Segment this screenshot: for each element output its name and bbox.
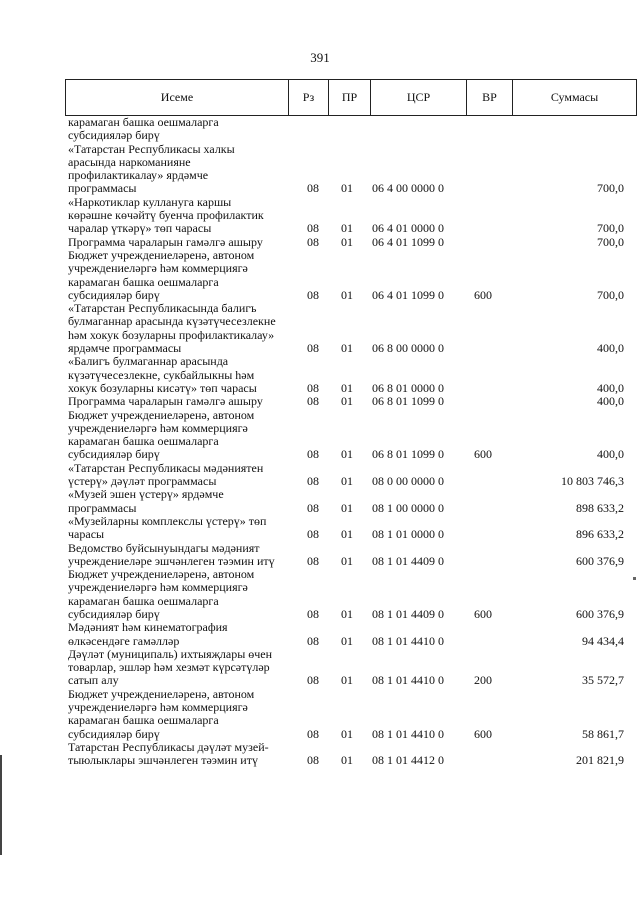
row-name-line: учреждениеләргә һәм коммерциягә (68, 420, 248, 435)
table-row (0, 395, 640, 408)
row-name (68, 143, 286, 196)
row-name-line: тыюлыклары эшчәнлеген тәэмин итү (68, 753, 258, 768)
row-name (68, 409, 286, 462)
scan-edge-mark (0, 755, 2, 855)
row-sum: 94 434,4 (582, 633, 624, 648)
row-name (68, 741, 286, 768)
row-sum: 400,0 (597, 394, 624, 409)
row-sum: 896 633,2 (576, 527, 624, 542)
row-csr: 08 1 01 4410 0 (372, 726, 444, 741)
row-vr: 600 (474, 447, 492, 462)
row-name (68, 116, 286, 143)
row-name (68, 515, 286, 542)
header-csr: ЦСР (371, 80, 467, 115)
row-vr: 200 (474, 673, 492, 688)
row-name-line: сатып алу (68, 673, 119, 688)
table-row (0, 462, 640, 489)
row-sum: 898 633,2 (576, 500, 624, 515)
table-row (0, 568, 640, 621)
row-name-line: профилактикалау» ярдәмче (68, 168, 209, 183)
row-name-line: Бюджет учреждениеләренә, автоном (68, 407, 255, 422)
row-sum: 700,0 (597, 234, 624, 249)
row-name-line: «Татарстан Республикасы халкы (68, 141, 235, 156)
table-body (0, 116, 640, 768)
row-name-line: учреждениеләргә һәм коммерциягә (68, 700, 248, 715)
row-csr: 06 8 00 0000 0 (372, 341, 444, 356)
row-rz: 08 (307, 553, 319, 568)
row-rz: 08 (307, 380, 319, 395)
row-rz: 08 (307, 394, 319, 409)
row-pr: 01 (341, 234, 353, 249)
table-row (0, 143, 640, 196)
table-row (0, 542, 640, 569)
row-rz: 08 (307, 474, 319, 489)
row-name-line: субсидияләр бирү (68, 447, 160, 462)
row-name-line: субсидияләр бирү (68, 287, 160, 302)
row-name-line: арасында наркоманияне (68, 154, 191, 169)
row-vr: 600 (474, 606, 492, 621)
row-sum: 600 376,9 (576, 553, 624, 568)
row-name-line: Бюджет учреждениеләренә, автоном (68, 686, 255, 701)
row-name-line: күзәтүчесезлекне, сукбайлыкны һәм (68, 367, 255, 382)
row-csr: 06 4 01 1099 0 (372, 234, 444, 249)
row-pr: 01 (341, 394, 353, 409)
table-row (0, 302, 640, 355)
row-name-line: «Татарстан Республикасы мәдәниятен (68, 460, 264, 475)
row-pr: 01 (341, 474, 353, 489)
row-sum: 700,0 (597, 221, 624, 236)
table-row (0, 621, 640, 648)
row-pr: 01 (341, 447, 353, 462)
row-name (68, 568, 286, 621)
scan-dot (633, 577, 636, 580)
row-name-line: көрәшне көчәйтү буенча профилактик (68, 208, 264, 223)
row-name-line: «Музейларны комплекслы үстерү» төп (68, 513, 267, 528)
row-pr: 01 (341, 527, 353, 542)
row-name (68, 688, 286, 741)
row-name-line: Программа чараларын гамәлгә ашыру (68, 234, 263, 249)
table-row (0, 488, 640, 515)
row-sum: 35 572,7 (582, 673, 624, 688)
row-name-line: «Балигъ булмаганнар арасында (68, 354, 229, 369)
row-vr: 600 (474, 287, 492, 302)
row-name-line: учреждениеләргә һәм коммерциягә (68, 261, 248, 276)
row-name (68, 488, 286, 515)
row-name-line: товарлар, эшләр һәм хезмәт күрсәтүләр (68, 660, 270, 675)
table-row (0, 409, 640, 462)
row-pr: 01 (341, 553, 353, 568)
row-name-line: «Музей эшен үстерү» ярдәмче (68, 487, 224, 502)
row-rz: 08 (307, 633, 319, 648)
row-rz: 08 (307, 447, 319, 462)
table-row (0, 355, 640, 395)
table-row (0, 196, 640, 236)
row-csr: 08 1 01 4410 0 (372, 673, 444, 688)
row-sum: 201 821,9 (576, 753, 624, 768)
row-name-line: субсидияләр бирү (68, 128, 160, 143)
row-name-line: карамаган башка оешмаларга (68, 593, 219, 608)
row-csr: 08 1 01 0000 0 (372, 527, 444, 542)
row-sum: 400,0 (597, 447, 624, 462)
row-rz: 08 (307, 287, 319, 302)
row-name (68, 542, 286, 569)
row-pr: 01 (341, 181, 353, 196)
row-csr: 08 0 00 0000 0 (372, 474, 444, 489)
row-name (68, 355, 286, 395)
header-sum: Суммасы (550, 90, 599, 104)
table-row (0, 515, 640, 542)
row-name-line: Татарстан Республикасы дәүләт музей- (68, 739, 269, 754)
row-name-line: карамаган башка оешмаларга (68, 115, 219, 129)
table-row (0, 116, 640, 143)
row-name (68, 648, 286, 688)
row-pr: 01 (341, 341, 353, 356)
row-sum: 10 803 746,3 (561, 474, 624, 489)
row-name-line: «Наркотиклар кулланугa каршы (68, 194, 232, 209)
row-sum: 400,0 (597, 341, 624, 356)
row-csr: 06 4 00 0000 0 (372, 181, 444, 196)
row-rz: 08 (307, 181, 319, 196)
row-name-line: өлкәсендәге гамәлләр (68, 633, 180, 648)
row-csr: 06 8 01 0000 0 (372, 380, 444, 395)
row-sum: 700,0 (597, 287, 624, 302)
row-pr: 01 (341, 287, 353, 302)
header-pr: ПР (329, 80, 371, 115)
row-sum: 600 376,9 (576, 606, 624, 621)
row-name-line: Дәүләт (муниципаль) ихтыяҗлары өчен (68, 646, 273, 661)
row-name (68, 395, 286, 408)
row-pr: 01 (341, 221, 353, 236)
row-name-line: хокук бозуларны кисәтү» төп чарасы (68, 380, 257, 395)
row-csr: 06 4 01 0000 0 (372, 221, 444, 236)
row-name-line: булмаганнар арасында күзәтүчесезлекне (68, 314, 276, 329)
row-name-line: һәм хокук бозуларны профилактикалау» (68, 327, 275, 342)
row-pr: 01 (341, 633, 353, 648)
row-name-line: үстерү» дәүләт программасы (68, 474, 217, 489)
row-name-line: Бюджет учреждениеләренә, автоном (68, 247, 255, 262)
header-rz: Рз (289, 80, 329, 115)
row-rz: 08 (307, 234, 319, 249)
row-csr: 06 4 01 1099 0 (372, 287, 444, 302)
row-rz: 08 (307, 606, 319, 621)
row-name-line: Ведомство буйсынуындагы мәдәният (68, 540, 260, 555)
row-name (68, 621, 286, 648)
table-row (0, 741, 640, 768)
row-name-line: Программа чараларын гамәлгә ашыру (68, 394, 263, 409)
row-name-line: «Татарстан Республикасында балигъ (68, 301, 257, 316)
row-name-line: субсидияләр бирү (68, 606, 160, 621)
row-pr: 01 (341, 500, 353, 515)
row-sum: 400,0 (597, 380, 624, 395)
row-csr: 08 1 00 0000 0 (372, 500, 444, 515)
row-name-line: чарасы (68, 527, 105, 542)
table-header (65, 79, 637, 116)
row-csr: 06 8 01 1099 0 (372, 447, 444, 462)
row-csr: 08 1 01 4412 0 (372, 753, 444, 768)
table-row (0, 648, 640, 688)
row-rz: 08 (307, 500, 319, 515)
row-csr: 08 1 01 4410 0 (372, 633, 444, 648)
row-pr: 01 (341, 753, 353, 768)
header-vr: ВР (467, 80, 513, 115)
row-rz: 08 (307, 726, 319, 741)
row-name (68, 302, 286, 355)
row-rz: 08 (307, 753, 319, 768)
row-pr: 01 (341, 726, 353, 741)
row-vr: 600 (474, 726, 492, 741)
row-csr: 08 1 01 4409 0 (372, 553, 444, 568)
row-csr: 06 8 01 1099 0 (372, 394, 444, 409)
row-name-line: субсидияләр бирү (68, 726, 160, 741)
table-row (0, 688, 640, 741)
row-pr: 01 (341, 380, 353, 395)
row-name-line: программасы (68, 181, 137, 196)
row-rz: 08 (307, 673, 319, 688)
row-sum: 58 861,7 (582, 726, 624, 741)
row-name-line: учреждениеләргә һәм коммерциягә (68, 580, 248, 595)
row-name-line: чаралар үткәрү» төп чарасы (68, 221, 212, 236)
row-name-line: карамаган башка оешмаларга (68, 274, 219, 289)
row-csr: 08 1 01 4409 0 (372, 606, 444, 621)
row-name-line: карамаган башка оешмаларга (68, 434, 219, 449)
row-rz: 08 (307, 221, 319, 236)
page-number: 391 (310, 50, 330, 65)
row-name (68, 236, 286, 249)
row-pr: 01 (341, 673, 353, 688)
row-name-line: Бюджет учреждениеләренә, автоном (68, 567, 255, 582)
row-name (68, 462, 286, 489)
row-pr: 01 (341, 606, 353, 621)
row-rz: 08 (307, 341, 319, 356)
row-rz: 08 (307, 527, 319, 542)
row-name-line: ярдәмче программасы (68, 341, 182, 356)
row-sum: 700,0 (597, 181, 624, 196)
row-name-line: учреждениеләре эшчәнлеген тәэмин итү (68, 553, 275, 568)
row-name (68, 249, 286, 302)
table-row (0, 236, 640, 249)
row-name (68, 196, 286, 236)
table-row (0, 249, 640, 302)
row-name-line: программасы (68, 500, 137, 515)
row-name-line: Мәдәният һәм кинематография (68, 620, 228, 635)
header-name: Исеме (66, 80, 289, 115)
row-name-line: карамаган башка оешмаларга (68, 713, 219, 728)
